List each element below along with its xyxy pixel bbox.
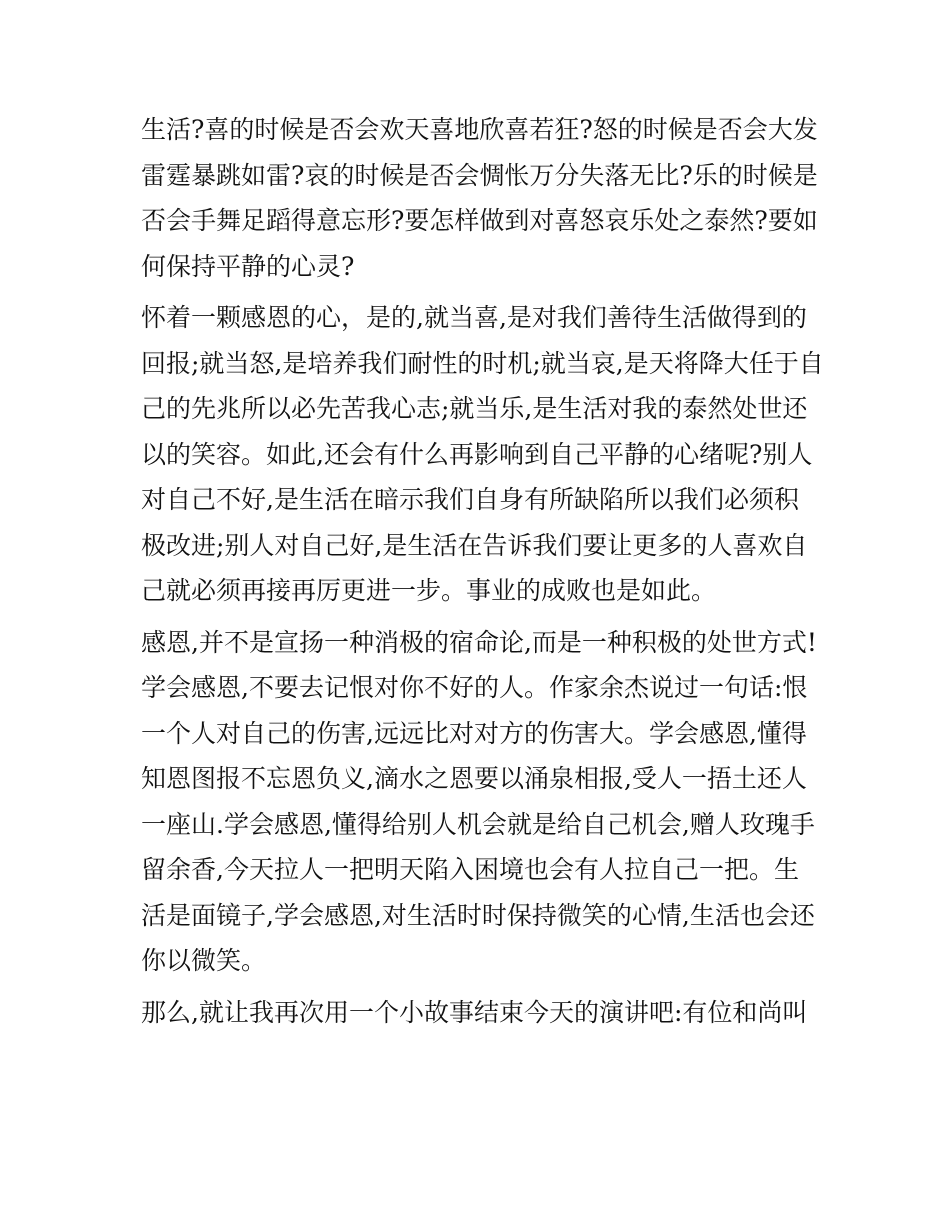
text-line: 学会感恩,不要去记恨对你不好的人。作家余杰说过一句话:恨 — [141, 673, 808, 702]
text-line: 一座山.学会感恩,懂得给别人机会就是给自己机会,赠人玫瑰手 — [141, 809, 815, 839]
text-line: 己就必须再接再厉更进一步。事业的成败也是如此。 — [141, 576, 717, 605]
text-line: 生活?喜的时候是否会欢天喜地欣喜若狂?怒的时候是否会大发 — [141, 115, 818, 144]
paragraph-1 — [141, 107, 821, 289]
text-line: 雷霆暴跳如雷?哀的时候是否会惆怅万分失落无比?乐的时候是 — [141, 160, 818, 190]
text-line: 回报;就当怒,是培养我们耐性的时机;就当哀,是天将降大任于自 — [141, 348, 824, 378]
text-line: 对自己不好,是生活在暗示我们自身有所缺陷所以我们必须积 — [141, 485, 799, 514]
text-line: 极改进;别人对自己好,是生活在告诉我们要让更多的人喜欢自 — [141, 530, 808, 560]
text-line: 以的笑容。如此,还会有什么再影响到自己平静的心绪呢?别人 — [141, 439, 813, 469]
text-line: 何保持平静的心灵? — [141, 251, 355, 281]
paragraph-2 — [141, 295, 824, 614]
text-line: 一个人对自己的伤害,远远比对对方的伤害大。学会感恩,懂得 — [141, 718, 807, 748]
paragraph-3 — [141, 620, 821, 984]
text-line: 那么,就让我再次用一个小故事结束今天的演讲吧:有位和尚叫 — [141, 997, 808, 1027]
text-line: 留余香,今天拉人一把明天陷入困境也会有人拉自己一把。生 — [141, 855, 799, 884]
text-line: 己的先兆所以必先苦我心志;就当乐,是生活对我的泰然处世还 — [141, 394, 808, 423]
text-line: 感恩,并不是宣扬一种消极的宿命论,而是一种积极的处世方式! — [141, 627, 817, 657]
text-line: 活是面镜子,学会感恩,对生活时时保持微笑的心情,生活也会还 — [141, 900, 815, 930]
text-line: 否会手舞足蹈得意忘形?要怎样做到对喜怒哀乐处之泰然?要如 — [141, 206, 818, 235]
text-line: 怀着一颗感恩的心，是的,就当喜,是对我们善待生活做得到的 — [141, 303, 807, 332]
text-line: 知恩图报不忘恩负义,滴水之恩要以涌泉相报,受人一捂土还人 — [141, 764, 807, 793]
paragraph-4 — [141, 990, 821, 1036]
text-line: 你以微笑。 — [141, 946, 267, 975]
document-body — [141, 107, 824, 1035]
